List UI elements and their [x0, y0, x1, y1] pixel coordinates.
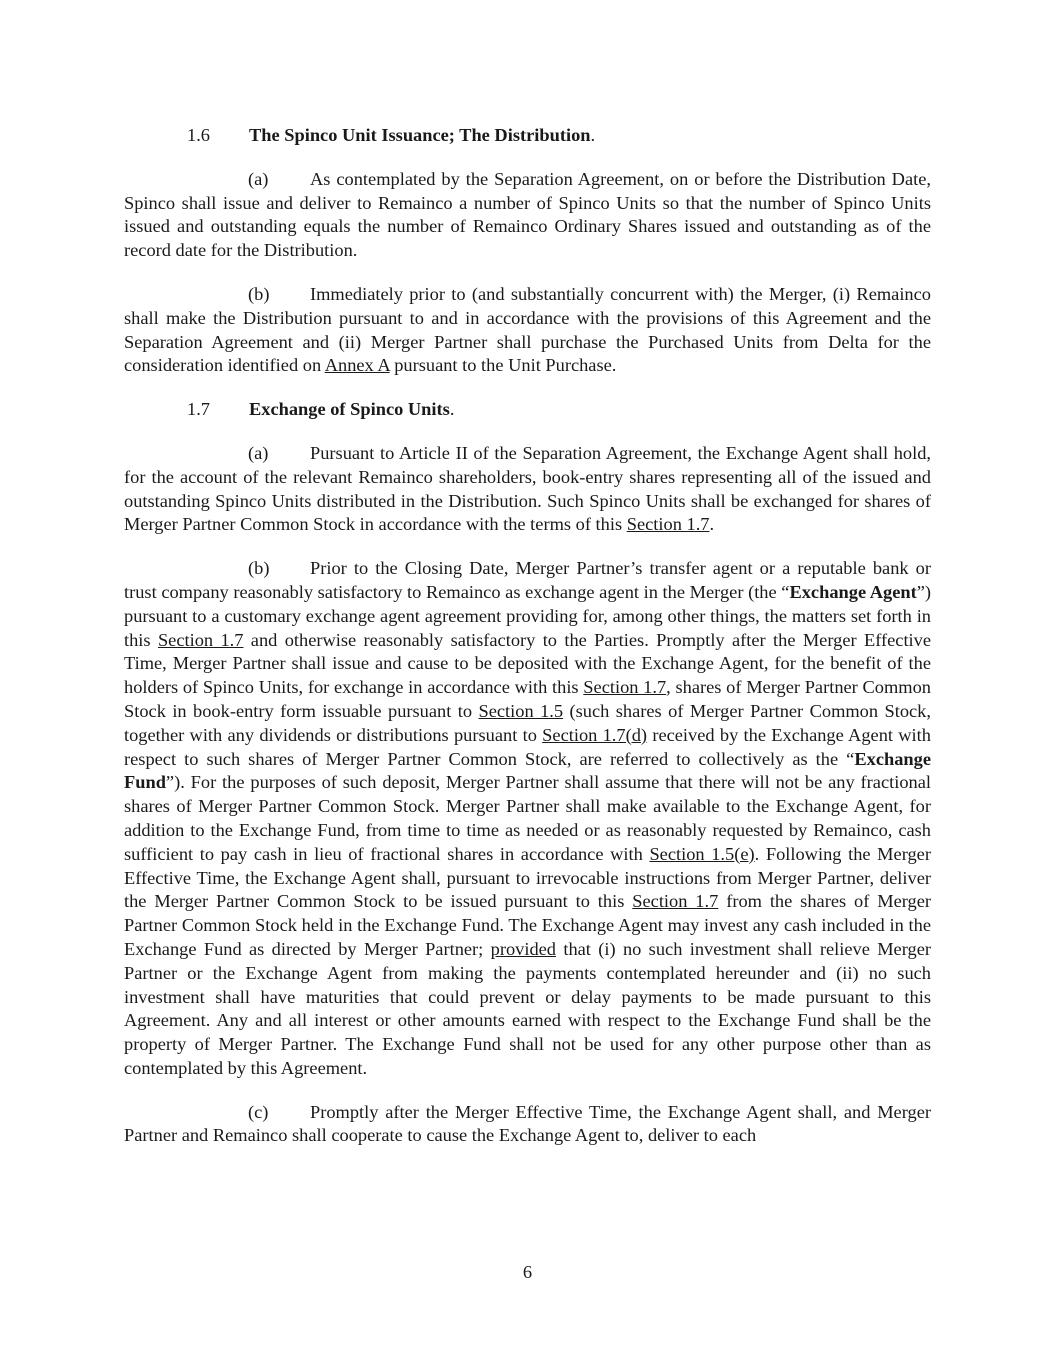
section-number: 1.7: [187, 399, 210, 420]
annex-a-reference: Annex A: [324, 355, 390, 376]
section-heading-1-7: [124, 398, 931, 422]
paragraph-label: (a): [248, 442, 269, 463]
paragraph-text: , shares of Merger Partner Common Stock in book-entry form issuable pursuant to: [124, 677, 931, 721]
paragraph-1-6-a: [124, 168, 931, 263]
section-title: Exchange of Spinco Units: [249, 399, 450, 420]
paragraph-text: pursuant to the Unit Purchase.: [389, 355, 617, 376]
section-heading-1-6: [124, 124, 931, 148]
paragraph-text: from the shares of Merger Partner Common Stock held in the Exchange Fund. The Exchange Agent may invest any cash included in the Exchange Fund as directed by Merger Partner;: [124, 891, 932, 959]
section-reference: Section 1.5: [478, 700, 564, 721]
section-reference: Section 1.7(d): [542, 724, 648, 745]
section-title: The Spinco Unit Issuance; The Distribution: [249, 125, 591, 145]
section-number: 1.6: [187, 125, 210, 145]
defined-term: Exchange Fund: [124, 748, 931, 793]
paragraph-1-7-b: [124, 557, 931, 1081]
paragraph-1-7-a: [124, 442, 931, 537]
paragraph-text: (such shares of Merger Partner Common Stock, together with any dividends or distributions pursuant to: [124, 700, 931, 745]
provided-term: provided: [490, 938, 556, 959]
paragraph-1-6-b: [124, 283, 931, 378]
paragraph-text: As contemplated by the Separation Agreement, on or before the Distribution Date, Spinco shall issue and deliver to Remainco a number of Spinco Units so that the number of Spinco Units issued and outstanding equals the number of Remainco Ordinary Shares issued and outstanding as of the record date for the Distribution.: [124, 168, 931, 261]
section-reference: Section 1.5(e): [649, 843, 755, 864]
paragraph-text: Pursuant to Article II of the Separation Agreement, the Exchange Agent shall hold, for the account of the relevant Remainco shareholders, book-entry shares representing all of the issued and outstanding Spinco Units distributed in the Distribution. Such Spinco Units shall be exchanged for shares of Merger Partner Common Stock in accordance with the terms of this: [124, 442, 931, 535]
section-reference: Section 1.7: [157, 629, 244, 650]
paragraph-text: Immediately prior to (and substantially concurrent with) the Merger, (i) Remainco shall make the Distribution pursuant to and in accordance with the provisions of this Agreement and the Separation Agreement and (ii) Merger Partner shall purchase the Purchased Units from Delta for the consideration identified on: [124, 283, 931, 376]
paragraph-text: Prior to the Closing Date, Merger Partner’s transfer agent or a reputable bank or trust company reasonably satisfactory to Remainco as exchange agent in the Merger (the “: [124, 558, 931, 602]
defined-term: Exchange Agent: [789, 581, 917, 602]
document-page: [124, 124, 931, 1168]
paragraph-text: and otherwise reasonably satisfactory to the Parties. Promptly after the Merger Effective Time, Merger Partner shall issue and cause to be deposited with the Exchange Agent, for the benefit of the holders of Spinco Units, for exchange in accordance with this: [124, 629, 932, 698]
page-number: 6: [522, 1262, 533, 1282]
section-reference: Section 1.7: [626, 514, 710, 535]
paragraph-text: . Following the Merger Effective Time, the Exchange Agent shall, pursuant to irrevocable instructions from Merger Partner, deliver the Merger Partner Common Stock to be issued pursuant to this: [124, 843, 931, 912]
paragraph-text: that (i) no such investment shall relieve Merger Partner or the Exchange Agent from making the payments contemplated hereunder and (ii) no such investment shall have maturities that could prevent or delay payments to be made pursuant to this Agreement. Any and all interest or other amounts earned with respect to the Exchange Fund shall be the property of Merger Partner. The Exchange Fund shall not be used for any other purpose other than as contemplated by this Agreement.: [124, 938, 931, 1078]
section-reference: Section 1.7: [632, 891, 719, 912]
heading-period: .: [449, 399, 455, 420]
paragraph-1-7-c: [124, 1101, 931, 1149]
paragraph-label: (a): [248, 168, 269, 189]
section-reference: Section 1.7: [583, 677, 667, 698]
paragraph-text: ”) pursuant to a customary exchange agent agreement providing for, among other things, the matters set forth in this: [124, 581, 932, 650]
paragraph-label: (b): [248, 283, 270, 304]
paragraph-text: received by the Exchange Agent with respect to such shares of Merger Partner Common Stock, are referred to collectively as the “: [124, 724, 931, 769]
heading-period: .: [590, 125, 596, 145]
paragraph-text: ”). For the purposes of such deposit, Merger Partner shall assume that there will not be any fractional shares of Merger Partner Common Stock. Merger Partner shall make available to the Exchange Agent, for addition to the Exchange Fund, from time to time as needed or as reasonably requested by Remainco, cash sufficient to pay cash in lieu of fractional shares in accordance with: [124, 772, 931, 864]
paragraph-text: .: [709, 514, 715, 535]
paragraph-label: (b): [248, 558, 270, 579]
paragraph-text: Promptly after the Merger Effective Time, the Exchange Agent shall, and Merger Partner and Remainco shall cooperate to cause the Exchange Agent to, deliver to each: [124, 1101, 931, 1146]
paragraph-label: (c): [248, 1101, 269, 1122]
